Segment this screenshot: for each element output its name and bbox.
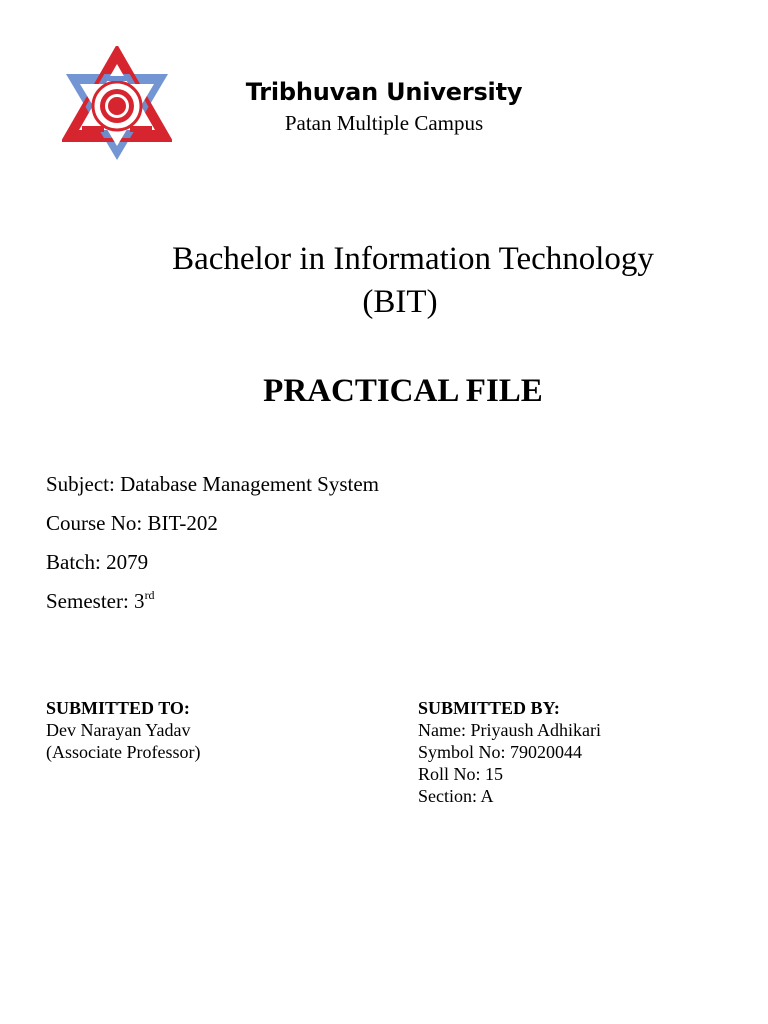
symbol-number: Symbol No: 79020044	[418, 742, 583, 762]
student-name: Name: Priyaush Adhikari	[418, 720, 601, 740]
submitted-to-heading: SUBMITTED TO:	[46, 698, 190, 718]
campus-name: Patan Multiple Campus	[284, 111, 484, 135]
course-number-line: Course No: BIT-202	[46, 511, 218, 535]
submitted-by-block	[418, 697, 601, 807]
subject-line: Subject: Database Management System	[46, 472, 379, 496]
semester-line	[46, 587, 379, 626]
submitted-by-heading: SUBMITTED BY:	[418, 698, 560, 718]
supervisor-name: Dev Narayan Yadav	[46, 720, 191, 740]
degree-title	[0, 238, 768, 324]
submitted-to-block	[46, 697, 200, 763]
roll-number: Roll No: 15	[418, 764, 504, 784]
university-name: Tribhuvan University	[245, 78, 523, 106]
supervisor-designation: (Associate Professor)	[46, 742, 201, 762]
course-details	[46, 470, 379, 626]
semester-ordinal-suffix: rd	[144, 588, 155, 602]
section: Section: A	[418, 786, 494, 806]
batch-line: Batch: 2079	[46, 550, 149, 574]
degree-line-1: Bachelor in Information Technology	[172, 241, 654, 277]
document-title: PRACTICAL FILE	[263, 373, 543, 409]
semester-text: Semester: 3	[46, 589, 145, 613]
degree-line-2: (BIT)	[362, 284, 438, 320]
